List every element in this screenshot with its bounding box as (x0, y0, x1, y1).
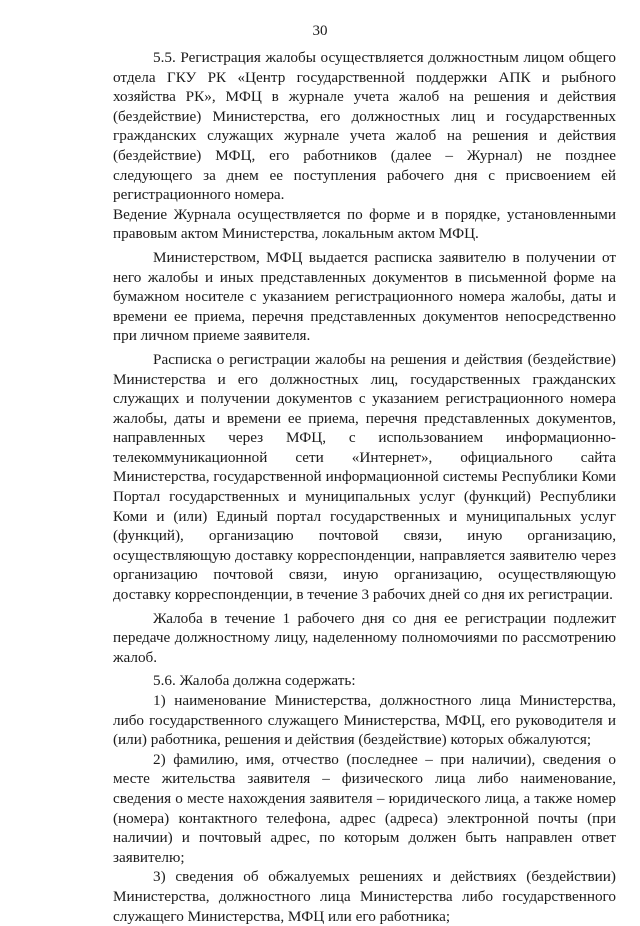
list-item-2: 2) фамилию, имя, отчество (последнее – при наличии), сведения о месте жительства заявителя – физического лица либо наименование, сведения о месте нахождения заявителя – юридического лица, а также номер (номера) контактного телефона, адрес (адреса) электронной почты (при наличии) и почтовый адрес, по которым должен быть направлен ответ заявителю; (113, 750, 616, 866)
paragraph-journal-keeping: Ведение Журнала осуществляется по форме и в порядке, установленными правовым актом Министерства, локальным актом МФЦ. (113, 205, 616, 243)
page-number: 30 (312, 23, 328, 39)
document-body (113, 48, 616, 926)
list-item-3: 3) сведения об обжалуемых решениях и действиях (бездействии) Министерства, должностного лица Министерства либо государственного служащего Министерства, МФЦ или его работника; (113, 868, 616, 925)
list-item-1: 1) наименование Министерства, должностного лица Министерства, либо государственного служащего Министерства, МФЦ, его руководителя и (или) работника, решения и действия (бездействие) которых обжалуются; (113, 692, 616, 749)
paragraph-5-5-registration: 5.5. Регистрация жалобы осуществляется должностным лицом общего отдела ГКУ РК «Центр государственной поддержки АПК и рыбного хозяйства РК», МФЦ в журнале учета жалоб на решения и действия (бездействие) Министерства, его должностных лиц и государственных гражданских служащих журнале учета жалоб на решения и действия (бездействие) МФЦ, его работников (далее – Журнал) не позднее следующего за днем ее поступления рабочего дня с присвоением ей регистрационного номера. (113, 49, 616, 204)
paragraph-5-6-heading: 5.6. Жалоба должна содержать: (153, 672, 356, 690)
paragraph-receipt-electronic: Расписка о регистрации жалобы на решения и действия (бездействие) Министерства и его должностных лиц, государственных гражданских служащих и получении документов с указанием регистрационного номера жалобы, даты и времени ее приема, перечня представленных документов, направленных через МФЦ, с использованием информационно-телекоммуникационной сети «Интернет», официального сайта Министерства, государственной информационной системы Республики Коми Портал государственных и муниципальных услуг (функций) Республики Коми и (или) Единый портал государственных и муниципальных услуг (функций), организацию почтовой связи, иную организацию, осуществляющую доставку корреспонденции, направляется заявителю через организацию почтовой связи, иную организацию, осуществляющую доставку корреспонденции, в течение 3 рабочих дней со дня их регистрации. (113, 350, 616, 604)
paragraph-transfer-to-official: Жалоба в течение 1 рабочего дня со дня ее регистрации подлежит передаче должностному лицу, наделенному полномочиями по рассмотрению жалоб. (113, 609, 616, 666)
paragraph-receipt-personal: Министерством, МФЦ выдается расписка заявителю в получении от него жалобы и иных представленных документов в письменной форме на бумажном носителе с указанием регистрационного номера жалобы, даты и времени ее приема, перечня представленных документов непосредственно при личном приеме заявителя. (113, 248, 616, 345)
